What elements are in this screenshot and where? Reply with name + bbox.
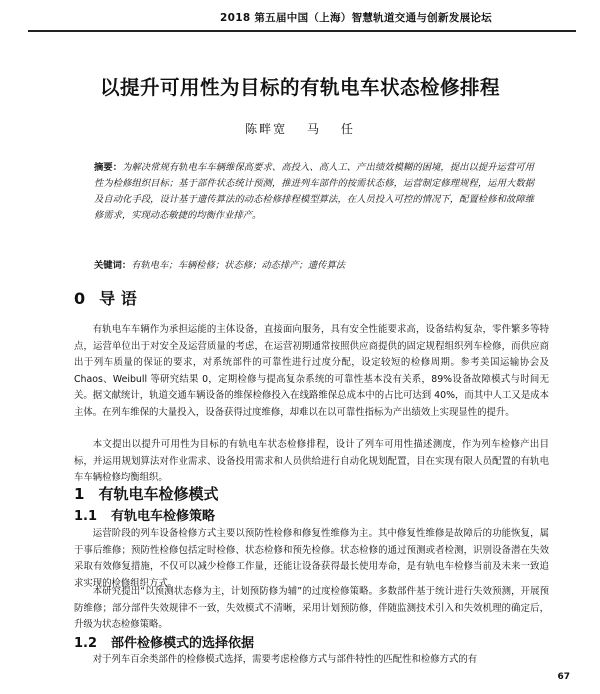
subsection-title: 有轨电车检修策略: [111, 509, 216, 524]
body-paragraph: 本文提出以提升可用性为目标的有轨电车状态检修排程，设计了列车可用性描述测度，作为列车检修产出目标，并运用规划算法对作业需求、设备投用需求和人员供给进行自动化规划配置，目在实现有限人员配置的有轨电车车辆检修均衡组织。: [74, 439, 549, 483]
subsection-heading-1-2: [74, 632, 254, 651]
author-1: 陈畔宽: [245, 122, 288, 136]
body-paragraph: 本研究提出“以预测状态修为主，计划预防修为辅”的过度检修策略。多数部件基于统计进行失效预测，开展预防维修；部分部件失效规律不一致，失效模式不清晰，采用计划预防修，伴随监测技术引入和失效机理的确定后，升级为状态检修策略。: [74, 586, 549, 630]
header-rule: [28, 30, 576, 32]
author-2: 马 任: [307, 122, 355, 136]
abstract: [94, 160, 534, 224]
subsection-heading-1-1: [74, 505, 215, 524]
authors: [0, 120, 600, 137]
keywords-label: 关键词：: [94, 260, 132, 271]
abstract-label: 摘要：: [94, 162, 123, 173]
section-title: 有轨电车检修模式: [98, 485, 219, 503]
subsection-number: 1.2: [74, 636, 98, 651]
section-number: 0: [74, 289, 86, 308]
paper-title: 以提升可用性为目标的有轨电车状态检修排程: [99, 76, 500, 99]
running-header: 2018 第五届中国（上海）智慧轨道交通与创新发展论坛: [220, 12, 492, 24]
body-paragraph: 有轨电车车辆作为承担运能的主体设备，直接面向服务，具有安全性能要求高，设备结构复杂，零件繁多等特点，运营单位出于对安全及运营质量的考虑，在运营初期通常按照供应商提供的固定规程组织列车检修，而供应商出于列车质量的保证的要求，对系统部件的可靠性进行过度分配，设定较短的检修周期。参考美国运输协会及 Chaos、Weibull 等研究结果 0，定期检修与提高复杂系统的可靠性基本没有关系，89%设备故障模式与时间无关。据文献统计，轨道交通车辆设备的维保检修投入在线路维保总成本中的占比可达到 40%，而其中人工又是成本主体。在列车维保的大量投入，设备获得过度维修，却难以在以可靠性指标为产出绩效上实现显性的提升。: [74, 324, 549, 418]
section-heading-intro: [74, 286, 137, 309]
subsection-title: 部件检修模式的选择依据: [111, 636, 255, 651]
section-number: 1: [74, 485, 85, 503]
keywords-text: 有轨电车；车辆检修；状态修；动态排产；遗传算法: [131, 260, 346, 271]
section-heading-1: [74, 483, 218, 504]
section-title: 导 语: [99, 289, 137, 308]
body-paragraph: 运营阶段的列车设备检修方式主要以预防性检修和修复性维修为主。其中修复性维修是故障后的功能恢复，属于事后维修；预防性检修包括定时检修、状态检修和预先检修。状态检修的通过预测或者检测，识别设备潜在失效采取有效修复措施，不仅可以减少检修工作量，还能让设备获得最长使用寿命，是有轨电车检修当前及未来一致追求实现的检修组织方式。: [74, 528, 549, 589]
keywords: [94, 258, 534, 274]
page-number: 67: [557, 672, 570, 682]
body-paragraph: 对于列车百余类部件的检修模式选择，需要考虑检修方式与部件特性的匹配性和检修方式的有: [92, 654, 478, 665]
abstract-text: 为解决常规有轨电车车辆维保高要求、高投入、高人工、产出绩效模糊的困境，提出以提升运营可用性为检修组织目标；基于部件状态统计预测，推进列车部件的按需状态修，运营制定修理规程，运用大数据及自动化手段，设计基于遗传算法的动态检修排程模型算法，在人员投入可控的情况下，配置检修和故障维修需求，实现动态敏捷的均衡作业排产。: [94, 162, 534, 221]
subsection-number: 1.1: [74, 509, 98, 524]
